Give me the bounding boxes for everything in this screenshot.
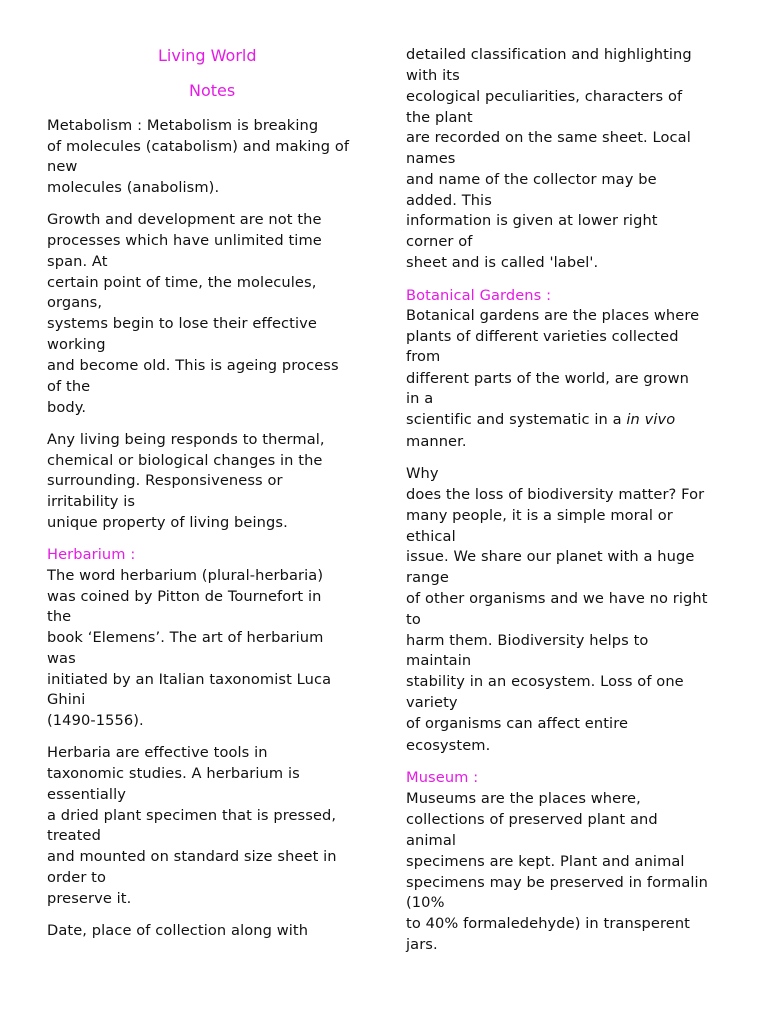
- text-line: issue. We share our planet with a huge: [406, 548, 695, 565]
- text-span: scientific and systematic in a: [406, 411, 627, 428]
- text-line: the: [47, 608, 72, 625]
- text-line: was: [47, 650, 76, 667]
- text-line: book ‘Elemens’. The art of herbarium: [47, 629, 324, 646]
- text-line: different parts of the world, are grown: [406, 370, 689, 387]
- text-line: of the: [47, 378, 91, 395]
- text-line: in a: [406, 390, 434, 407]
- text-line: corner of: [406, 233, 473, 250]
- text-line: with its: [406, 67, 460, 84]
- text-line: Metabolism : Metabolism is breaking: [47, 117, 319, 134]
- text-line: manner.: [406, 433, 467, 450]
- text-line: Any living being responds to thermal,: [47, 431, 325, 448]
- text-line: Herbaria are effective tools in: [47, 744, 268, 761]
- text-line: stability in an ecosystem. Loss of one: [406, 673, 684, 690]
- text-line: variety: [406, 694, 458, 711]
- text-line: of molecules (catabolism) and making of: [47, 138, 350, 155]
- text-line: ecological peculiarities, characters of: [406, 88, 683, 105]
- text-line: the plant: [406, 109, 473, 126]
- text-line: harm them. Biodiversity helps to: [406, 632, 649, 649]
- text-line: span. At: [47, 253, 108, 270]
- text-line: Museums are the places where,: [406, 790, 641, 807]
- text-line: jars.: [406, 936, 438, 953]
- text-line: Botanical gardens are the places where: [406, 307, 700, 324]
- text-line: of other organisms and we have no right: [406, 590, 708, 607]
- text-line: working: [47, 336, 106, 353]
- text-line: (10%: [406, 894, 445, 911]
- text-line: and mounted on standard size sheet in: [47, 848, 337, 865]
- text-line: added. This: [406, 192, 492, 209]
- text-line: and become old. This is ageing process: [47, 357, 339, 374]
- text-line: surrounding. Responsiveness or: [47, 472, 283, 489]
- text-line: of organisms can affect entire: [406, 715, 629, 732]
- section-heading-herbarium: Herbarium :: [47, 546, 136, 563]
- text-line: order to: [47, 869, 107, 886]
- text-line: sheet and is called 'label'.: [406, 254, 599, 271]
- text-line: [406, 409, 675, 430]
- text-line: specimens may be preserved in formalin: [406, 874, 709, 891]
- text-line: and name of the collector may be: [406, 171, 657, 188]
- text-line: range: [406, 569, 449, 586]
- text-line: from: [406, 348, 441, 365]
- text-line: Date, place of collection along with: [47, 922, 309, 939]
- text-line: information is given at lower right: [406, 212, 658, 229]
- text-line: essentially: [47, 786, 126, 803]
- text-line: (1490-1556).: [47, 712, 144, 729]
- text-line: systems begin to lose their effective: [47, 315, 317, 332]
- text-line: are recorded on the same sheet. Local: [406, 129, 691, 146]
- text-line: a dried plant specimen that is pressed,: [47, 807, 337, 824]
- text-line: to 40% formaledehyde) in transperent: [406, 915, 691, 932]
- text-line: animal: [406, 832, 457, 849]
- text-line: does the loss of biodiversity matter? For: [406, 486, 705, 503]
- text-line: molecules (anabolism).: [47, 179, 220, 196]
- text-line: unique property of living beings.: [47, 514, 288, 531]
- text-line: ecosystem.: [406, 737, 491, 754]
- text-line: irritability is: [47, 493, 136, 510]
- text-line: Why: [406, 465, 439, 482]
- text-line: maintain: [406, 652, 472, 669]
- text-line: treated: [47, 827, 101, 844]
- section-heading-museum: Museum :: [406, 769, 479, 786]
- text-line: certain point of time, the molecules,: [47, 274, 317, 291]
- text-line: The word herbarium (plural-herbaria): [47, 567, 324, 584]
- text-line: new: [47, 158, 78, 175]
- text-line: to: [406, 611, 421, 628]
- text-line: body.: [47, 399, 87, 416]
- text-line: ethical: [406, 528, 456, 545]
- text-line: initiated by an Italian taxonomist Luca: [47, 671, 332, 688]
- text-line: taxonomic studies. A herbarium is: [47, 765, 300, 782]
- text-line: preserve it.: [47, 890, 132, 907]
- italic-term: in vivo: [626, 411, 676, 428]
- text-line: collections of preserved plant and: [406, 811, 658, 828]
- text-line: organs,: [47, 294, 103, 311]
- text-line: Ghini: [47, 691, 86, 708]
- text-line: processes which have unlimited time: [47, 232, 322, 249]
- text-line: names: [406, 150, 456, 167]
- text-line: was coined by Pitton de Tournefort in: [47, 588, 322, 605]
- page-title: Living World: [158, 46, 257, 65]
- text-line: specimens are kept. Plant and animal: [406, 853, 685, 870]
- text-line: plants of different varieties collected: [406, 328, 679, 345]
- text-line: chemical or biological changes in the: [47, 452, 323, 469]
- text-line: detailed classification and highlighting: [406, 46, 692, 63]
- text-line: many people, it is a simple moral or: [406, 507, 673, 524]
- page-subtitle: Notes: [189, 81, 236, 100]
- section-heading-botanical-gardens: Botanical Gardens :: [406, 287, 552, 304]
- text-line: Growth and development are not the: [47, 211, 322, 228]
